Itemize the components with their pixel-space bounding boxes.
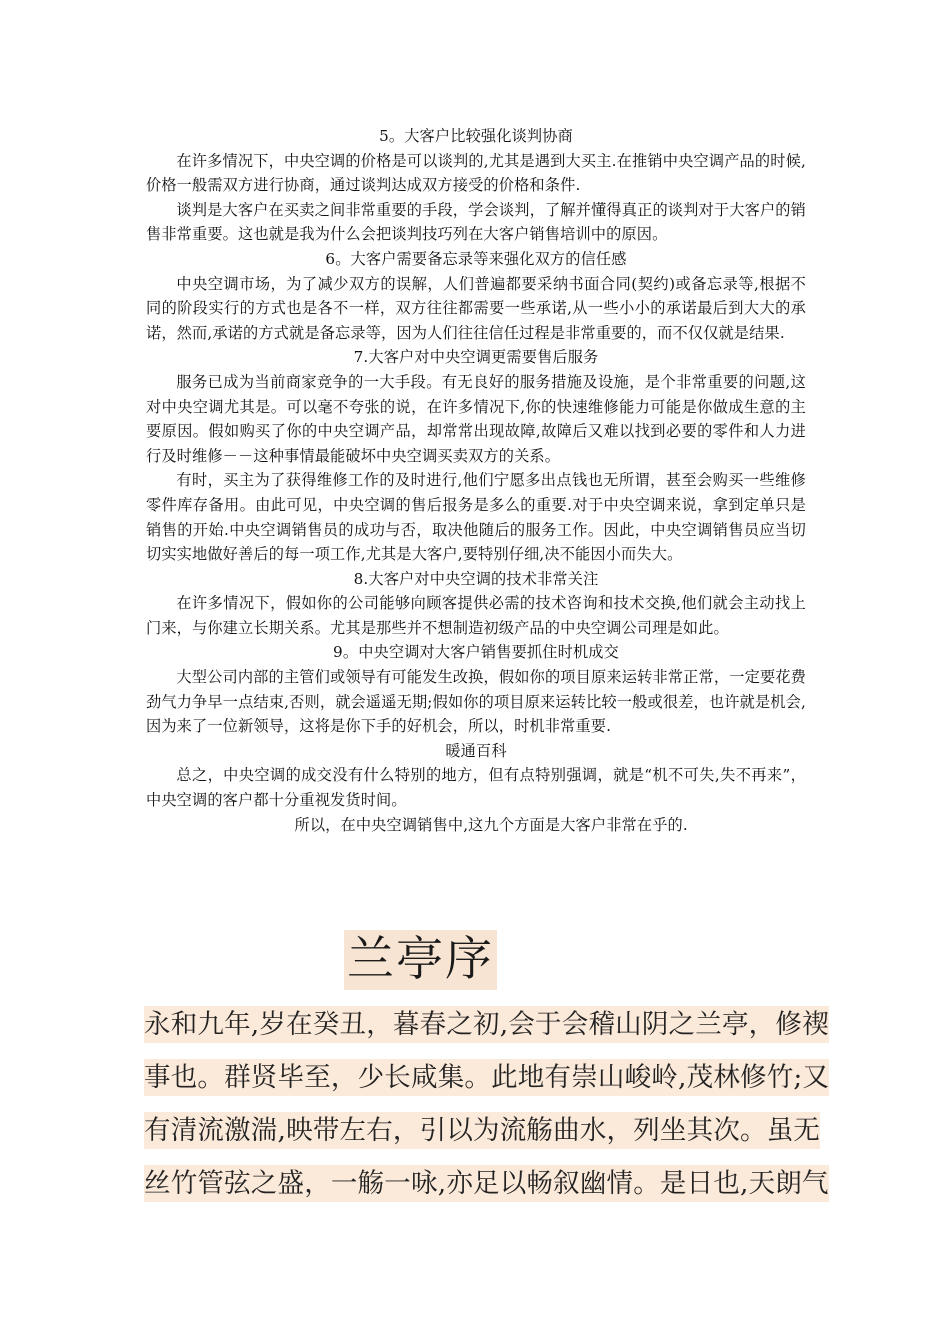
lanting-title: 兰亭序 xyxy=(344,930,497,990)
paragraph: 中央空调市场，为了减少双方的误解，人们普遍都要采纳书面合同(契约)或备忘录等,根据不同的阶段实行的方式也是各不一样，双方往往都需要一些承诺,从一些小小的承诺最后到大大的承诺，然而,承诺的方式就是备忘录等，因为人们往往信任过程是非常重要的，而不仅仅就是结果. xyxy=(146,274,806,342)
section-heading-7: 7.大客户对中央空调更需要售后服务 xyxy=(353,348,599,367)
lanting-line xyxy=(144,998,829,1051)
lanting-text xyxy=(144,998,830,1210)
paragraph: 大型公司内部的主管们或领导有可能发生改换，假如你的项目原来运转非常正常，一定要花费劲气力争早一点结束,否则，就会遥遥无期;假如你的项目原来运转比较一般或很差，也许就是机会,因为来了一位新领导，这将是你下手的好机会，所以，时机非常重要. xyxy=(146,668,806,736)
paragraph: 谈判是大客户在买卖之间非常重要的手段，学会谈判，了解并懂得真正的谈判对于大客户的销售非常重要。这也就是我为什么会把谈判技巧列在大客户销售培训中的原因。 xyxy=(146,200,806,244)
source-label: 暖通百科 xyxy=(445,741,507,760)
paragraph: 有时，买主为了获得维修工作的及时进行,他们宁愿多出点钱也无所谓，甚至会购买一些维修零件库存备用。由此可见，中央空调的售后报务是多么的重要.对于中央空调来说，拿到定单只是销售的开始.中央空调销售员的成功与否，取决他随后的服务工作。因此，中央空调销售员应当切切实实地做好善后的每一项工作,尤其是大客户,要特别仔细,决不能因小而失大。 xyxy=(146,471,806,564)
lanting-line-text: 事也。群贤毕至，少长咸集。此地有崇山峻岭,茂林修竹;又 xyxy=(144,1059,829,1096)
lanting-line xyxy=(144,1051,830,1104)
lanting-line-text: 丝竹管弦之盛，一觞一咏,亦足以畅叙幽情。是日也,天朗气 xyxy=(144,1165,829,1202)
section-heading-9: 9。中央空调对大客户销售要抓住时机成交 xyxy=(333,643,619,662)
paragraph: 在许多情况下，中央空调的价格是可以谈判的,尤其是遇到大买主.在推销中央空调产品的时候,价格一般需双方进行协商，通过谈判达成双方接受的价格和条件. xyxy=(146,151,806,195)
section-heading-5: 5。大客户比较强化谈判协商 xyxy=(379,127,573,145)
paragraph: 在许多情况下，假如你的公司能够向顾客提供必需的技术咨询和技术交换,他们就会主动找上门来，与你建立长期关系。尤其是那些并不想制造初级产品的中央空调公司理是如此。 xyxy=(146,594,806,637)
section-heading-6: 6。大客户需要备忘录等来强化双方的信任感 xyxy=(325,249,627,268)
paragraph: 服务已成为当前商家竞争的一大手段。有无良好的服务措施及设施，是个非常重要的问题,这对中央空调尤其是。可以毫不夸张的说，在许多情况下,你的快速维修能力可能是你做成生意的主要原因。假如购买了你的中央空调产品，却常常出现故障,故障后又难以找到必要的零件和人力进行及时维修－－这种事情最能破坏中央空调买卖双方的关系。 xyxy=(146,372,806,465)
article-body xyxy=(146,124,806,837)
lanting-line-text: 有清流激湍,映带左右，引以为流觞曲水，列坐其次。虽无 xyxy=(144,1112,820,1149)
section-heading-8: 8.大客户对中央空调的技术非常关注 xyxy=(353,569,599,588)
lanting-line xyxy=(144,1157,829,1210)
paragraph: 总之，中央空调的成交没有什么特别的地方，但有点特别强调，就是“机不可失,失不再来”，中央空调的客户都十分重视发货时间。 xyxy=(146,766,806,810)
lanting-line-text: 永和九年,岁在癸丑，暮春之初,会于会稽山阴之兰亭，修禊 xyxy=(144,1006,829,1043)
lanting-line xyxy=(144,1104,821,1157)
closing-paragraph: 所以，在中央空调销售中,这九个方面是大客户非常在乎的. xyxy=(294,815,688,834)
